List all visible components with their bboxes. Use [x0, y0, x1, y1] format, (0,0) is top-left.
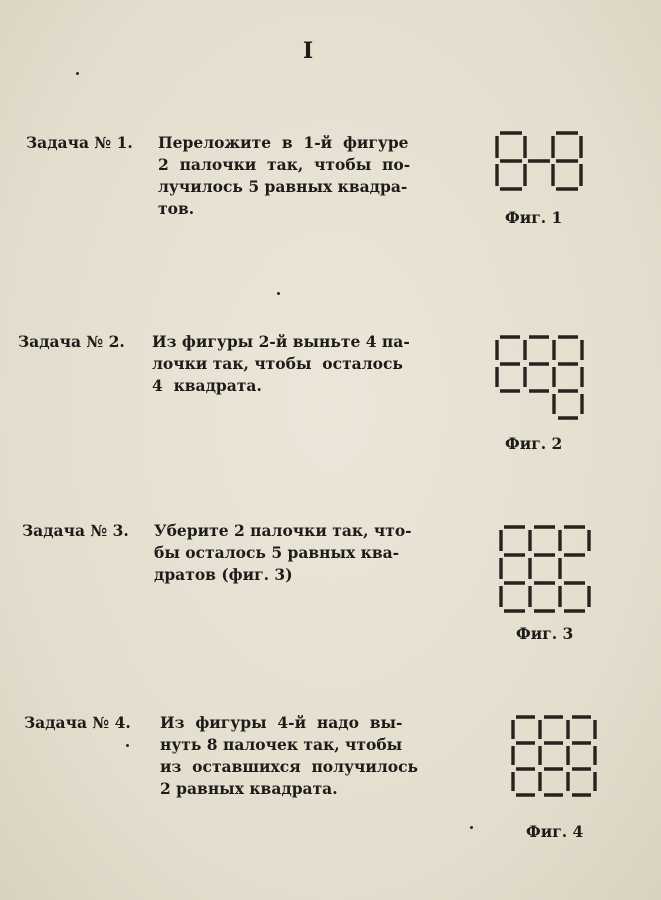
figure-3-caption: Фиг. 3: [516, 624, 574, 643]
figure-4-matchsticks: [510, 714, 602, 806]
ink-speck: [277, 292, 280, 295]
problem-3-line-1: Уберите 2 палочки так, что-: [154, 521, 412, 540]
problem-4-line-3: из оставшихся получилось: [160, 757, 419, 776]
problem-3-line-2: бы осталось 5 равных ква-: [154, 543, 400, 562]
figure-4-caption: Фиг. 4: [526, 822, 584, 841]
problem-4-label: Задача № 4.: [24, 713, 131, 732]
figure-2-matchsticks: [494, 334, 590, 426]
problem-2-label: Задача № 2.: [18, 332, 125, 351]
problem-1-line-2: 2 палочки так, чтобы по-: [158, 155, 411, 174]
problem-1-line-4: тов.: [158, 199, 195, 218]
problem-3-line-3: дратов (фиг. 3): [154, 565, 293, 584]
problem-2-line-1: Из фигуры 2-й выньте 4 па-: [152, 332, 410, 351]
page-number: I: [302, 38, 314, 64]
problem-2-line-3: 4 квадрата.: [152, 376, 262, 395]
problem-2-line-2: лочки так, чтобы осталось: [152, 354, 403, 373]
problem-4-line-1: Из фигуры 4-й надо вы-: [160, 713, 403, 732]
figure-1-matchsticks: [494, 130, 588, 196]
problem-4-line-2: нуть 8 палочек так, чтобы: [160, 735, 403, 754]
figure-1-caption: Фиг. 1: [505, 208, 563, 227]
ink-speck: [470, 826, 473, 829]
figure-3-matchsticks: [498, 524, 598, 616]
problem-1-line-1: Переложите в 1-й фигуре: [158, 133, 409, 152]
ink-speck: [126, 744, 129, 747]
figure-2-caption: Фиг. 2: [505, 434, 563, 453]
problem-1-label: Задача № 1.: [26, 133, 133, 152]
problem-1-line-3: лучилось 5 равных квадра-: [158, 177, 408, 196]
problem-3-label: Задача № 3.: [22, 521, 129, 540]
ink-speck: [76, 72, 79, 75]
problem-4-line-4: 2 равных квадрата.: [160, 779, 338, 798]
